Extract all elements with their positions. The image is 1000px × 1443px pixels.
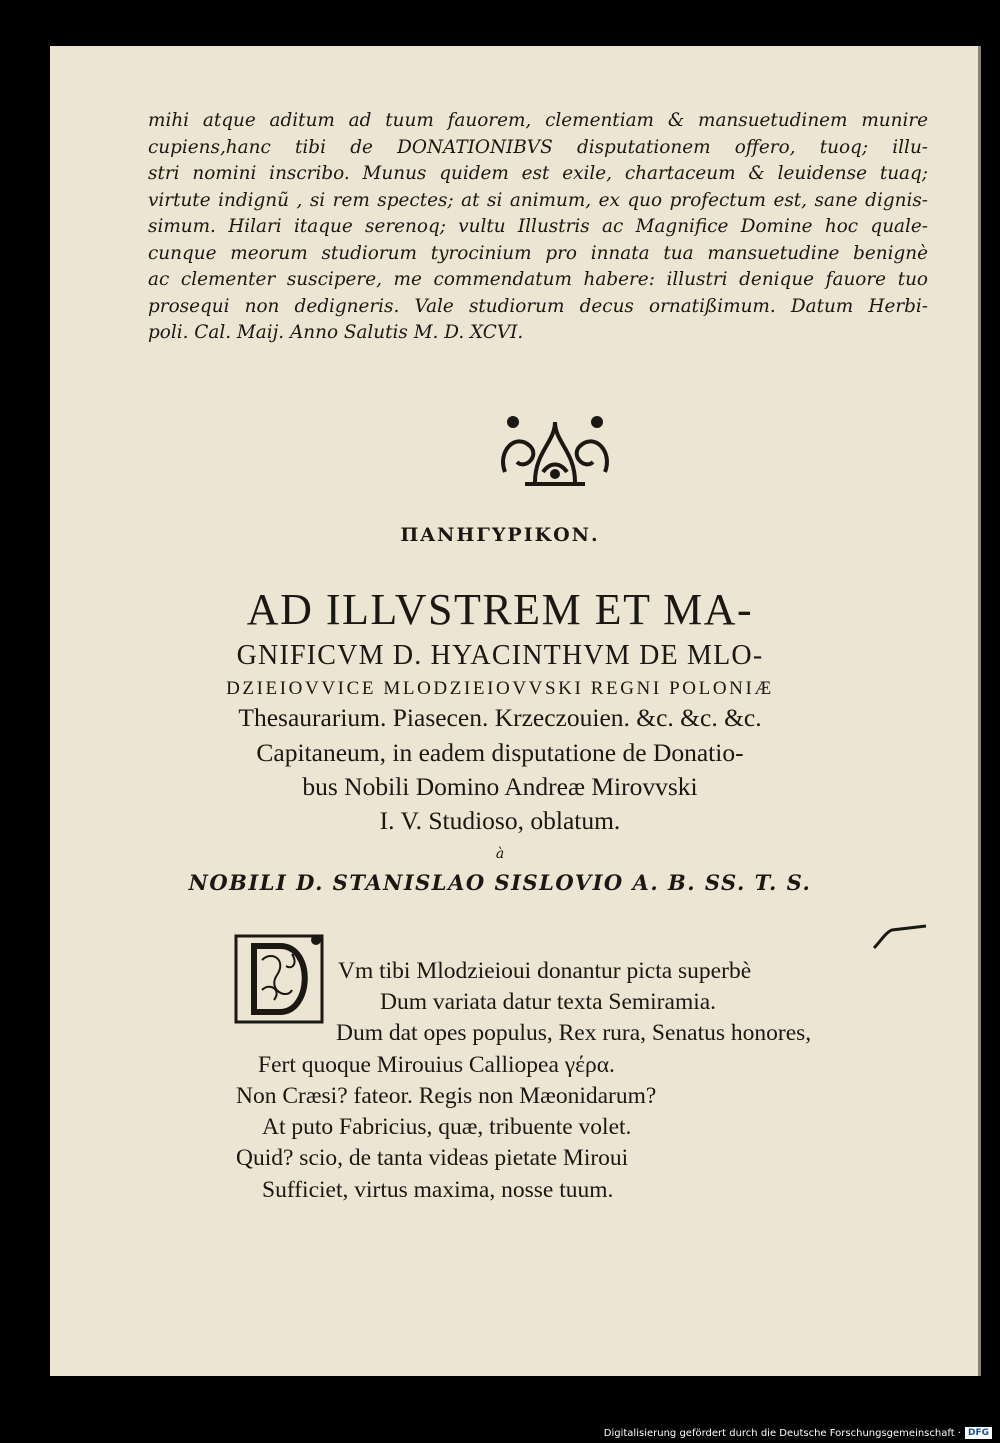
title-line-6: bus Nobili Domino Andreæ Mirovvski [302, 772, 698, 801]
title-line-1: AD ILLVSTREM ET MA- [246, 585, 754, 634]
poem-line: At puto Fabricius, quæ, tribuente volet. [262, 1114, 632, 1140]
poem-line: Vm tibi Mlodzieioui donantur picta superbè [338, 958, 752, 984]
poem-line: Quid? scio, de tanta videas pietate Miroui [236, 1145, 629, 1171]
paragraph-line: ac clementer suscipere, me commendatum habere: illustri denique fauore tuo [148, 269, 928, 290]
paragraph-line: simum. Hilari itaque serenoq; vultu Illustris ac Magnifice Domine hoc quale- [148, 216, 928, 237]
printer-ornament-icon [495, 412, 615, 490]
title-line-3: DZIEIOVVICE MLODZIEIOVVSKI REGNI POLONIÆ [226, 678, 774, 699]
paragraph-line: mihi atque aditum ad tuum fauorem, clementiam & mansuetudinem munire [148, 110, 928, 131]
decorated-initial-d-icon [232, 930, 328, 1026]
title-line-4: Thesaurarium. Piasecen. Krzeczouien. &c. &c. &c. [238, 703, 762, 732]
footer-text: Digitalisierung gefördert durch die Deutsche Forschungsgemeinschaft · [603, 1427, 961, 1439]
poem-line: Dum dat opes populus, Rex rura, Senatus honores, [336, 1020, 812, 1046]
title-line-2: GNIFICVM D. HYACINTHVM DE MLO- [236, 640, 764, 671]
ink-mark-icon [870, 922, 930, 952]
poem-line: Fert quoque Mirouius Calliopea γέρα. [258, 1052, 615, 1078]
poem-line: Non Cræsi? fateor. Regis non Mæonidarum? [236, 1083, 657, 1109]
digitization-footer [604, 1427, 992, 1439]
author-line: NOBILI D. STANISLAO SISLOVIO A. B. SS. T. S. [188, 870, 812, 895]
title-line-5: Capitaneum, in eadem disputatione de Donatio- [256, 738, 744, 767]
title-line-8: à [495, 846, 505, 862]
greek-heading: ΠΑΝΗΓΥΡΙΚΟΝ. [400, 524, 600, 546]
paragraph-line: prosequi non dedigneris. Vale studiorum decus ornatißimum. Datum Herbi- [148, 295, 928, 317]
paragraph-line: virtute indignũ , si rem spectes; at si animum, ex quo profectum est, sane dignis- [148, 189, 928, 211]
title-line-7: I. V. Studioso, oblatum. [379, 806, 621, 835]
dfg-logo: DFG [965, 1427, 992, 1439]
paragraph-line: cunque meorum studiorum tyrocinium pro innata tua mansuetudine benignè [148, 242, 928, 264]
dedication-paragraph [148, 108, 928, 347]
poem-line: Dum variata datur texta Semiramia. [380, 989, 717, 1015]
paragraph-line: stri nomini inscribo. Munus quidem est exile, chartaceum & leuidense tuaq; [148, 163, 928, 184]
paragraph-line: poli. Cal. Maij. Anno Salutis M. D. XCVI. [148, 322, 524, 343]
poem-line: Sufficiet, virtus maxima, nosse tuum. [262, 1177, 614, 1203]
paragraph-line: cupiens,hanc tibi de DONATIONIBVS disputationem offero, tuoq; illu- [148, 136, 928, 158]
